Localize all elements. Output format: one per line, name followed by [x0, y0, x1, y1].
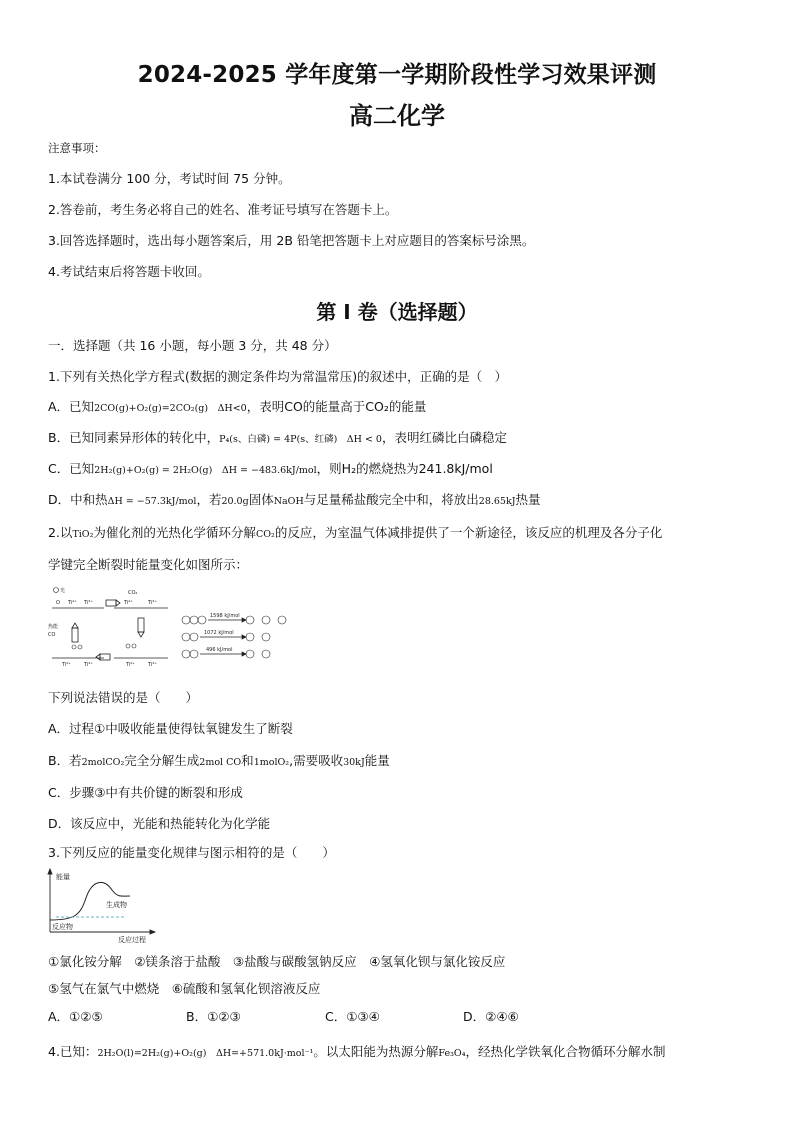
q2-stem-line2: 学键完全断裂时能量变化如图所示：: [48, 557, 249, 572]
q2-bond-energy-3: 496 kJ/mol: [206, 647, 233, 653]
q2-b-q4: 30kJ: [343, 757, 365, 768]
notice-item-3: 3.回答选择题时，选出每小题答案后，用 2B 铅笔把答题卡上对应题目的答案标号涂黑。: [48, 233, 535, 248]
q1-stem: 1.下列有关热化学方程式(数据的测定条件均为常温常压)的叙述中，正确的是（ ）: [48, 369, 508, 384]
q2-fig-label-ti4-4: Ti⁴⁺: [126, 662, 135, 668]
q2-stem-line1: [48, 524, 662, 544]
q2-option-d: D．该反应中，光能和热能转化为化学能: [48, 816, 271, 831]
q2-fig-label-o: O: [56, 600, 60, 606]
q3-list-line1: ①氯化铵分解 ②镁条溶于盐酸 ③盐酸与碳酸氢钠反应 ④氢氧化钡与氯化铵反应: [48, 954, 506, 969]
q4-suffix: ，经热化学铁氧化合物循环分解水制: [465, 1044, 666, 1059]
q3-option-d: D．②④⑥: [463, 1009, 519, 1024]
q3-fig-ylabel: 能量: [56, 873, 70, 881]
q1-d-energy: 28.65kJ: [478, 496, 516, 507]
q3-list-line2: ⑤氢气在氯气中燃烧 ⑥硫酸和氢氧化钡溶液反应: [48, 981, 321, 996]
q1-b-prefix: B．已知同素异形体的转化中，: [48, 430, 220, 445]
q2-option-a: A．过程①中吸收能量使得钛氧键发生了断裂: [48, 721, 293, 736]
q1-a-equation: 2CO(g)+O₂(g)=2CO₂(g) ΔH<0: [94, 403, 247, 414]
q1-b-equation: P₄(s、白磷) = 4P(s、红磷) ΔH < 0: [219, 434, 382, 445]
q2-fig-label-light: 光: [60, 588, 66, 594]
q2-mechanism-diagram: [48, 584, 174, 678]
q4-fe3o4: Fe₃O₄: [438, 1048, 466, 1059]
part-heading: 一．选择题（共 16 小题，每小题 3 分，共 48 分）: [48, 338, 337, 353]
q2-bond-energy-diagram: [180, 610, 295, 664]
q2-b-mid2: 和: [241, 753, 254, 768]
q2-b-prefix: B．若: [48, 753, 82, 768]
q2-fig-label-heat: 热能: [48, 624, 59, 630]
q2-b-q2: 2mol CO: [199, 757, 242, 768]
q4-stem: [48, 1043, 666, 1063]
q2-l1-prefix: 2.以: [48, 525, 73, 540]
q2-b-q3: 1molO₂: [253, 757, 290, 768]
q1-a-prefix: A．已知: [48, 399, 95, 414]
q2-co2: CO₂: [255, 529, 275, 540]
q2-bond-energy-2: 1072 kJ/mol: [204, 630, 234, 636]
q2-fig-label-ti4-2: Ti⁴⁺: [124, 600, 133, 606]
notice-item-2: 2.答卷前，考生务必将自己的姓名、准考证号填写在答题卡上。: [48, 202, 398, 217]
q1-d-mid2: 固体: [248, 492, 274, 507]
q1-d-prefix: D．中和热: [48, 492, 108, 507]
q3-fig-xlabel: 反应过程: [118, 936, 146, 944]
q1-d-heat: ΔH = −57.3kJ/mol: [107, 496, 197, 507]
q1-c-suffix: ，则H₂的燃烧热为241.8kJ/mol: [316, 461, 493, 476]
q3-option-c: C．①③④: [325, 1009, 380, 1024]
q1-c-equation: 2H₂(g)+O₂(g) = 2H₂O(g) ΔH = −483.6kJ/mol: [94, 465, 317, 476]
q1-c-prefix: C．已知: [48, 461, 95, 476]
q2-b-suffix: 能量: [364, 753, 390, 768]
q2-fig-label-co: CO: [48, 632, 56, 638]
q3-option-a: A．①②⑤: [48, 1009, 103, 1024]
q1-option-a: [48, 398, 426, 418]
q1-d-naoh: NaOH: [273, 496, 304, 507]
q3-energy-diagram: [44, 868, 160, 944]
q2-l1-suffix: 的反应，为室温气体减排提供了一个新途径，该反应的机理及各分子化: [274, 525, 663, 540]
q3-fig-reactant: 反应物: [52, 923, 73, 931]
q2-b-q1: 2molCO₂: [81, 757, 125, 768]
q2-l1-mid: 为催化剂的光热化学循环分解: [93, 525, 256, 540]
q1-d-mass: 20.0g: [221, 496, 249, 507]
q2-fig-label-ti3-3: Ti³⁺: [84, 662, 93, 668]
q1-a-suffix: ，表明CO的能量高于CO₂的能量: [246, 399, 427, 414]
q2-fig-label-co2: CO₂: [128, 590, 138, 596]
exam-title: 2024-2025 学年度第一学期阶段性学习效果评测: [137, 62, 657, 88]
notice-item-1: 1.本试卷满分 100 分，考试时间 75 分钟。: [48, 171, 291, 186]
q1-option-b: [48, 429, 507, 449]
q4-mid: 。以太阳能为热源分解: [313, 1044, 439, 1059]
q2-option-b: [48, 752, 390, 772]
q1-d-mid3: 与足量稀盐酸完全中和，将放出: [303, 492, 479, 507]
q4-equation: 2H₂O(l)=2H₂(g)+O₂(g) ΔH=+571.0kJ·mol⁻¹: [97, 1048, 314, 1059]
sun-icon: [54, 588, 59, 593]
q2-option-c: C．步骤③中有共价键的断裂和形成: [48, 785, 243, 800]
q2-question: 下列说法错误的是（ ）: [48, 690, 199, 705]
exam-subject: 高二化学: [349, 102, 445, 130]
q1-b-suffix: ，表明红磷比白磷稳定: [381, 430, 507, 445]
q2-fig-label-ti4-3: Ti⁴⁺: [62, 662, 71, 668]
q2-fig-label-ti3-4: Ti³⁺: [148, 662, 157, 668]
q2-fig-label-ti4-1: Ti⁴⁺: [68, 600, 77, 606]
notice-heading: 注意事项：: [48, 141, 106, 155]
q2-fig-label-ti3-2: Ti³⁺: [148, 600, 157, 606]
q2-fig-label-ti3-1: Ti³⁺: [84, 600, 93, 606]
q2-tio2: TiO₂: [72, 529, 94, 540]
q2-b-mid: 完全分解生成: [124, 753, 200, 768]
q2-bond-energy-1: 1598 kJ/mol: [210, 613, 240, 619]
q1-d-mid: ，若: [196, 492, 222, 507]
section-title: 第 I 卷（选择题）: [316, 300, 478, 324]
q2-b-mid3: ,需要吸收: [289, 753, 344, 768]
q3-stem: 3.下列反应的能量变化规律与图示相符的是（ ）: [48, 845, 335, 860]
q1-d-suffix: 热量: [515, 492, 541, 507]
q4-prefix: 4.已知：: [48, 1044, 98, 1059]
q1-option-d: [48, 491, 541, 511]
q3-option-b: B．①②③: [186, 1009, 241, 1024]
notice-item-4: 4.考试结束后将答题卡收回。: [48, 264, 210, 279]
q1-option-c: [48, 460, 493, 480]
q3-fig-product: 生成物: [106, 901, 127, 909]
